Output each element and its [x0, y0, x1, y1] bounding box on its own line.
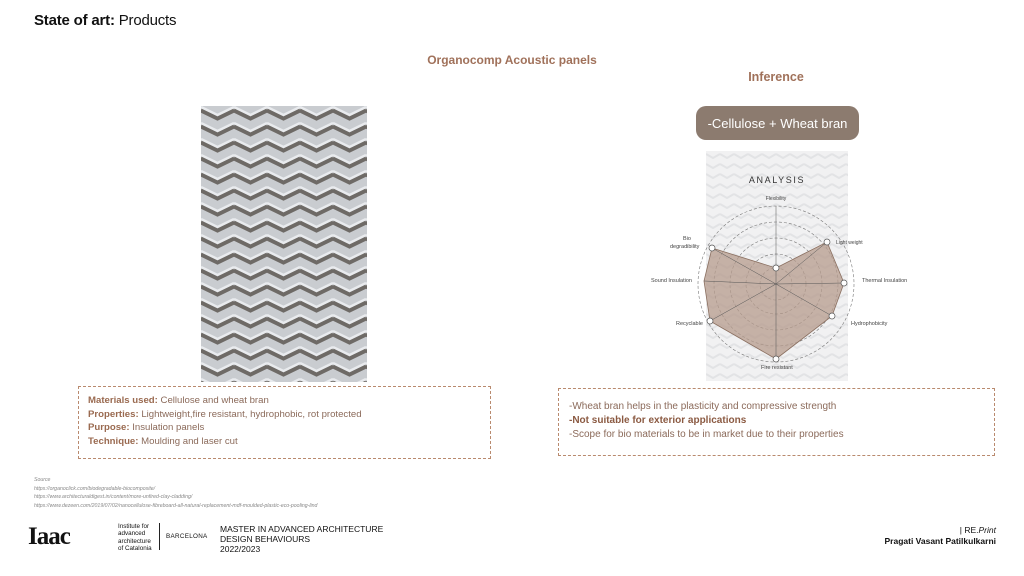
inference-title: Inference: [748, 70, 804, 84]
radar-label-recyclable: Recyclable: [676, 321, 703, 327]
radar-label-degradability: degradibility: [670, 244, 700, 250]
inference-line: -Not suitable for exterior applications: [569, 415, 747, 426]
radar-label: Flexibility: [765, 196, 787, 202]
radar-point: [773, 356, 779, 362]
radar-label-hydro: Hydrophobicity: [851, 321, 888, 327]
credit-block: | RE.Print Pragati Vasant Patilkulkarni: [884, 525, 996, 546]
iaac-logo: [28, 522, 108, 550]
radar-label-thermal: Thermal Insulation: [862, 278, 908, 284]
radar-label-sound: Sound Insulation: [651, 278, 692, 284]
source-link[interactable]: https://organoclick.com/biodegradable-biocomposite/: [34, 485, 156, 492]
source-link[interactable]: https://www.dezeen.com/2019/07/02/nanocellulose-fibreboard-all-natural-replacement-mdf-moulded-plastic-eco-pooling-lind: [34, 502, 318, 509]
radar-point: [829, 313, 835, 319]
inference-line: -Scope for bio materials to be in market due to their properties: [569, 429, 844, 440]
sources-block: [34, 476, 317, 510]
radar-point: [773, 265, 779, 271]
program-info: MASTER IN ADVANCED ARCHITECTURE DESIGN BEHAVIOURS 2022/2023: [220, 524, 384, 555]
city-label: BARCELONA: [166, 533, 208, 540]
panel-title: Organocomp Acoustic panels: [427, 53, 597, 67]
inference-pill: -Cellulose + Wheat bran: [696, 106, 859, 140]
svg-text:Iaac: Iaac: [28, 523, 70, 550]
inference-line: -Wheat bran helps in the plasticity and compressive strength: [569, 401, 837, 412]
properties-row: Properties: Lightweight,fire resistant, hydrophobic, rot protected: [88, 408, 362, 420]
radar-point: [841, 280, 847, 286]
analysis-radar-graphic: [706, 151, 863, 381]
purpose-row: Purpose: Insulation panels: [88, 422, 205, 433]
radar-point: [824, 239, 830, 245]
materials-box: [78, 386, 491, 459]
radar-label-fire: Fire resistant: [761, 365, 793, 371]
institute-name: Institute for advanced architecture of Catalonia: [118, 523, 152, 553]
radar-label-bio: Bio: [683, 236, 691, 242]
footer-divider: [159, 523, 160, 550]
sources-heading: Source: [34, 477, 51, 483]
radar-point: [709, 245, 715, 251]
materials-row: Materials used: Cellulose and wheat bran: [88, 395, 269, 406]
radar-point: [707, 318, 713, 324]
source-link[interactable]: https://www.architecturaldigest.in/content/more-unfired-clay-cladding/: [34, 494, 193, 501]
acoustic-panel-photo: [201, 106, 367, 382]
inference-box: [558, 388, 995, 456]
page-title: State of art: Products: [34, 12, 177, 29]
analysis-heading: ANALYSIS: [748, 175, 806, 185]
technique-row: Technique: Moulding and laser cut: [88, 435, 238, 447]
radar-label: Light weight: [836, 240, 863, 246]
